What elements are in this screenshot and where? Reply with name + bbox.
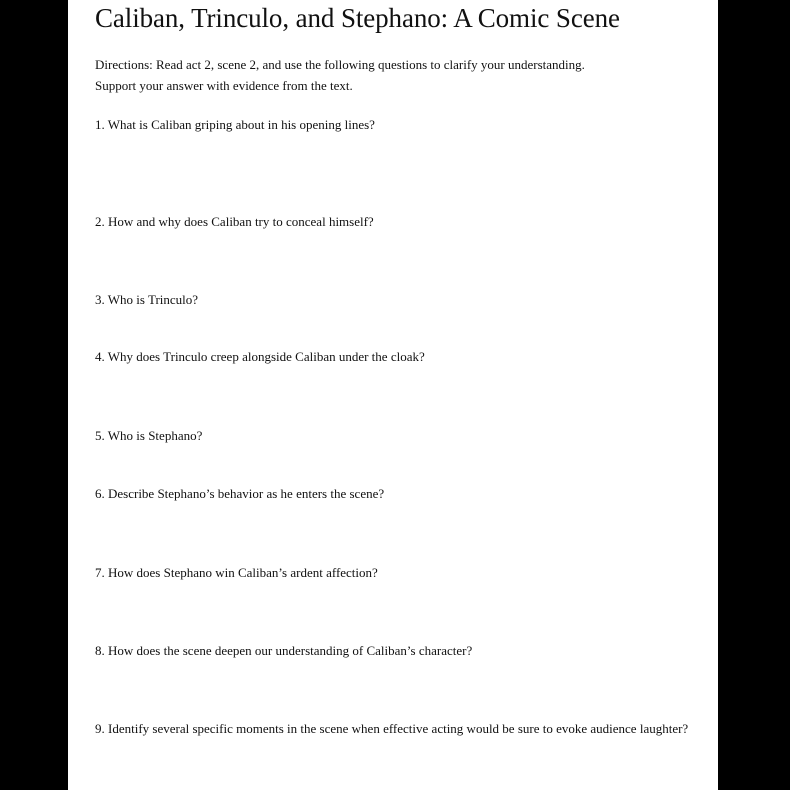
question-7: 7. How does Stephano win Caliban’s ardent affection? xyxy=(95,565,378,580)
directions-line-1: Directions: Read act 2, scene 2, and use the following questions to clarify your understanding. xyxy=(95,57,585,72)
question-2: 2. How and why does Caliban try to conceal himself? xyxy=(95,214,374,229)
question-3: 3. Who is Trinculo? xyxy=(95,292,199,307)
question-5: 5. Who is Stephano? xyxy=(95,428,203,443)
directions-text xyxy=(95,54,695,96)
document-page xyxy=(68,0,718,790)
directions-line-2: Support your answer with evidence from the text. xyxy=(95,78,353,93)
question-9: 9. Identify several specific moments in the scene when effective acting would be sure to evoke audience laughter? xyxy=(95,721,689,736)
question-1: 1. What is Caliban griping about in his opening lines? xyxy=(95,117,375,132)
question-4: 4. Why does Trinculo creep alongside Caliban under the cloak? xyxy=(95,349,425,364)
document-title: Caliban, Trinculo, and Stephano: A Comic Scene xyxy=(95,3,620,33)
question-8: 8. How does the scene deepen our understanding of Caliban’s character? xyxy=(95,643,473,658)
question-6: 6. Describe Stephano’s behavior as he enters the scene? xyxy=(95,486,385,501)
